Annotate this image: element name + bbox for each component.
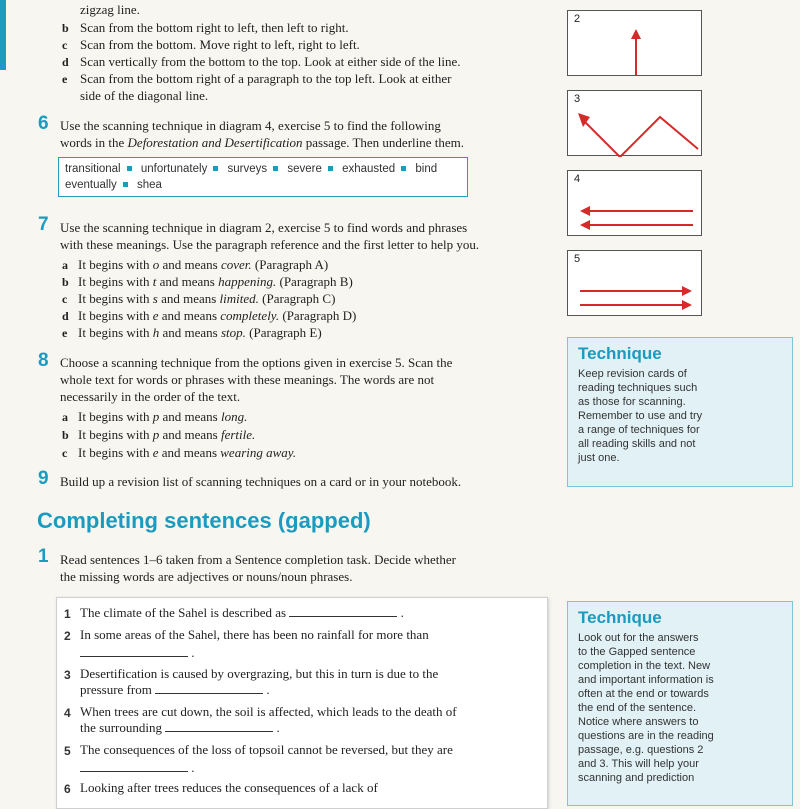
ex7-item: It begins with h and means stop. (Paragraph E)	[78, 325, 322, 340]
item-letter: d	[62, 309, 69, 323]
sentence-2-gap: .	[80, 645, 195, 661]
ex9-text: Build up a revision list of scanning techniques on a card or in your notebook.	[60, 474, 462, 489]
up-arrow-icon	[568, 11, 703, 77]
top-item-d: Scan vertically from the bottom to the top. Look at either side of the line.	[80, 54, 461, 69]
exercise-number: 8	[38, 350, 49, 371]
diagram-5	[567, 250, 702, 316]
diagram-label: 5	[574, 253, 581, 265]
answer-gap[interactable]	[155, 683, 263, 694]
page-edge-marker	[0, 0, 6, 70]
item-letter: c	[62, 38, 68, 52]
zigzag-tail: zigzag line.	[80, 2, 140, 17]
word-row-1	[65, 161, 461, 177]
sentence-4-cont: the surrounding .	[80, 720, 280, 735]
word: eventually	[65, 179, 117, 191]
ex8-line1: Choose a scanning technique from the options given in exercise 5. Scan the	[60, 355, 453, 370]
ex8-line3: necessarily in the order of the text.	[60, 389, 241, 404]
answer-gap[interactable]	[80, 646, 188, 657]
answer-gap[interactable]	[289, 606, 397, 617]
word: shea	[137, 179, 162, 191]
technique-box-gapped	[567, 601, 793, 806]
sentence-2: In some areas of the Sahel, there has been no rainfall for more than	[80, 627, 429, 642]
answer-gap[interactable]	[80, 761, 188, 772]
item-letter: a	[62, 410, 68, 424]
sentence-6: Looking after trees reduces the consequences of a lack of	[80, 780, 378, 795]
exercise-number: 7	[38, 214, 49, 235]
sentence-5-gap: .	[80, 760, 195, 776]
diagram-4	[567, 170, 702, 236]
zigzag-arrow-icon	[568, 91, 703, 157]
word: surveys	[227, 163, 268, 175]
word-row-2	[65, 177, 461, 193]
left-arrows-icon	[568, 171, 703, 237]
item-letter: a	[62, 258, 68, 272]
ex8-item: It begins with p and means long.	[78, 409, 248, 424]
right-arrows-icon	[568, 251, 703, 317]
item-letter: e	[62, 72, 68, 86]
item-letter: b	[62, 21, 69, 35]
ex6-line1: Use the scanning technique in diagram 4, exercise 5 to find the following	[60, 118, 441, 133]
section-heading: Completing sentences (gapped)	[37, 508, 371, 533]
word-list-box	[58, 157, 468, 197]
diagram-label: 3	[574, 93, 581, 105]
technique-box-scanning	[567, 337, 793, 487]
sentence-number: 3	[64, 668, 71, 682]
ex6-line2: words in the Deforestation and Desertification passage. Then underline them.	[60, 135, 465, 150]
diagram-3	[567, 90, 702, 156]
top-item-e-cont: side of the diagonal line.	[80, 88, 209, 103]
ex7-item: It begins with s and means limited. (Paragraph C)	[78, 291, 336, 306]
sentence-3: Desertification is caused by overgrazing, but this in turn is due to the	[80, 666, 439, 681]
sentence-number: 5	[64, 744, 71, 758]
ex7-item: It begins with e and means completely. (Paragraph D)	[78, 308, 357, 323]
ex1-line2: the missing words are adjectives or nouns/noun phrases.	[60, 569, 353, 584]
technique-body: Look out for the answers to the Gapped sentence completion in the text. New and important information is often at the end or towards the end of the sentence. Notice where answers to questions are in the reading passage, e.g. questions 2 and 3. This will help your scanning and prediction	[578, 632, 714, 784]
ex7-item: It begins with t and means happening. (Paragraph B)	[78, 274, 353, 289]
sentence-4: When trees are cut down, the soil is affected, which leads to the death of	[80, 704, 457, 719]
sentence-5: The consequences of the loss of topsoil cannot be reversed, but they are	[80, 742, 453, 757]
word: transitional	[65, 163, 121, 175]
item-letter: c	[62, 446, 68, 460]
ex7-line1: Use the scanning technique in diagram 2, exercise 5 to find words and phrases	[60, 220, 468, 235]
ex8-line2: whole text for words or phrases with these meanings. The words are not	[60, 372, 435, 387]
diagram-label: 4	[574, 173, 581, 185]
ex8-item: It begins with e and means wearing away.	[78, 445, 297, 460]
top-item-c: Scan from the bottom. Move right to left, right to left.	[80, 37, 360, 52]
word: exhausted	[342, 163, 396, 175]
top-item-b: Scan from the bottom right to left, then left to right.	[80, 20, 349, 35]
ex7-line2: with these meanings. Use the paragraph reference and the first letter to help you.	[60, 237, 480, 252]
sentence-3-cont: pressure from .	[80, 682, 270, 697]
ex7-item: It begins with o and means cover. (Paragraph A)	[78, 257, 329, 272]
diagram-2	[567, 10, 702, 76]
exercise-number: 1	[38, 546, 49, 567]
ex1-line1: Read sentences 1–6 taken from a Sentence completion task. Decide whether	[60, 552, 456, 567]
diagram-label: 2	[574, 13, 581, 25]
word: bind	[415, 163, 438, 175]
answer-gap[interactable]	[165, 721, 273, 732]
ex8-item: It begins with p and means fertile.	[78, 427, 256, 442]
sentence-number: 1	[64, 607, 71, 621]
item-letter: b	[62, 275, 69, 289]
technique-body: Keep revision cards of reading techniques such as those for scanning. Remember to use and try a range of techniques for all reading skills and not just one.	[578, 368, 703, 464]
sentence-number: 6	[64, 782, 71, 796]
item-letter: c	[62, 292, 68, 306]
item-letter: e	[62, 326, 68, 340]
top-item-e: Scan from the bottom right of a paragraph to the top left. Look at either	[80, 71, 452, 86]
sentence-number: 4	[64, 706, 71, 720]
item-letter: d	[62, 55, 69, 69]
exercise-number: 6	[38, 113, 49, 134]
technique-title: Technique	[578, 608, 662, 627]
technique-title: Technique	[578, 344, 662, 363]
sentence-1: The climate of the Sahel is described as .	[80, 605, 404, 620]
sentence-number: 2	[64, 629, 71, 643]
word: unfortunately	[140, 163, 208, 175]
item-letter: b	[62, 428, 69, 442]
word: severe	[287, 163, 322, 175]
exercise-number: 9	[38, 468, 49, 489]
